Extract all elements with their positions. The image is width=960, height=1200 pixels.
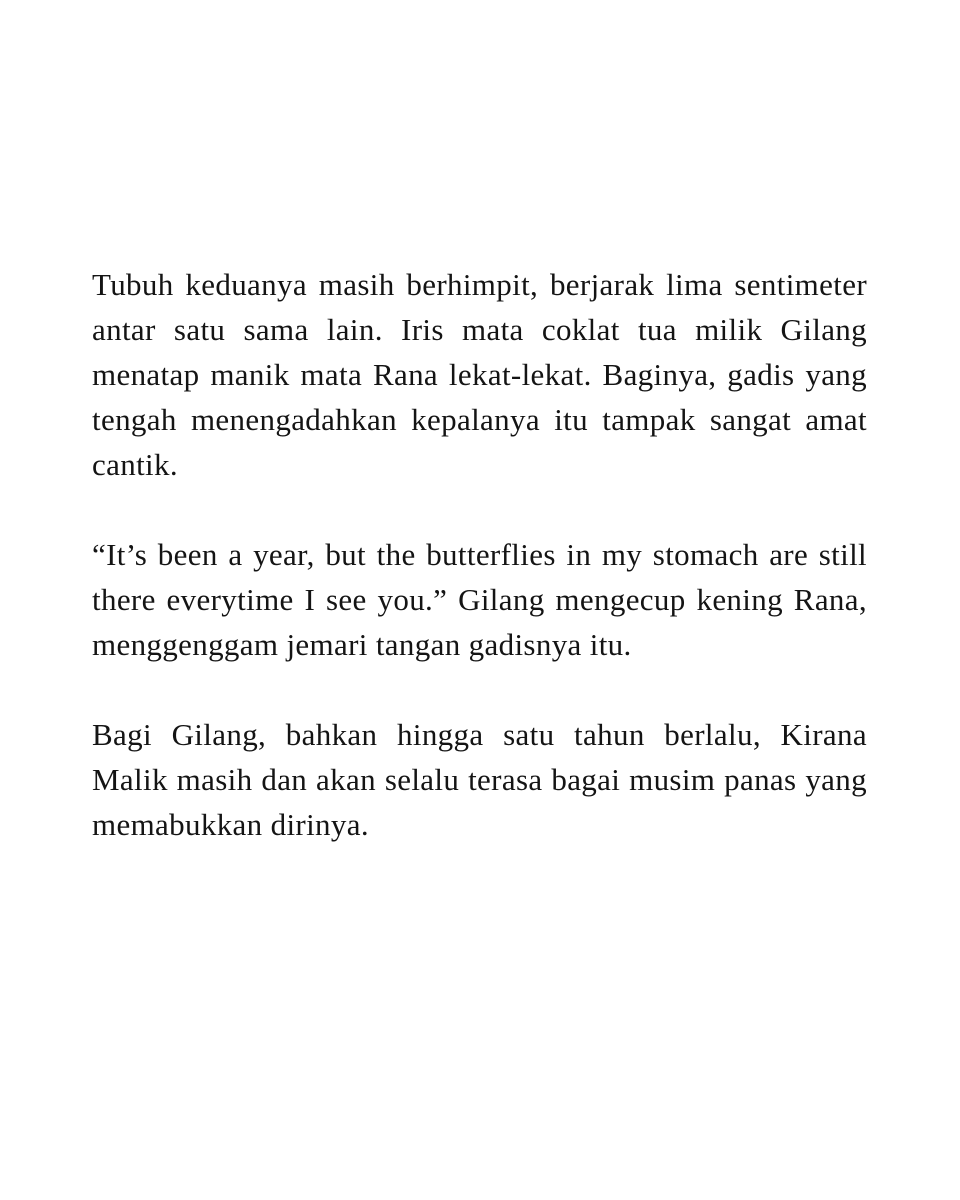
story-text (92, 262, 867, 847)
story-paragraph-3: Bagi Gilang, bahkan hingga satu tahun berlalu, Kirana Malik masih dan akan selalu terasa bagai musim panas yang memabukkan dirinya. (92, 717, 867, 842)
story-paragraph-2: “It’s been a year, but the butterflies in my stomach are still there everytime I see you.” Gilang mengecup kening Rana, menggenggam jemari tangan gadisnya itu. (92, 537, 867, 662)
story-paragraph-1: Tubuh keduanya masih berhimpit, berjarak lima sentimeter antar satu sama lain. Iris mata coklat tua milik Gilang menatap manik mata Rana lekat-lekat. Baginya, gadis yang tengah menengadahkan kepalanya itu tampak sangat amat cantik. (92, 267, 867, 482)
